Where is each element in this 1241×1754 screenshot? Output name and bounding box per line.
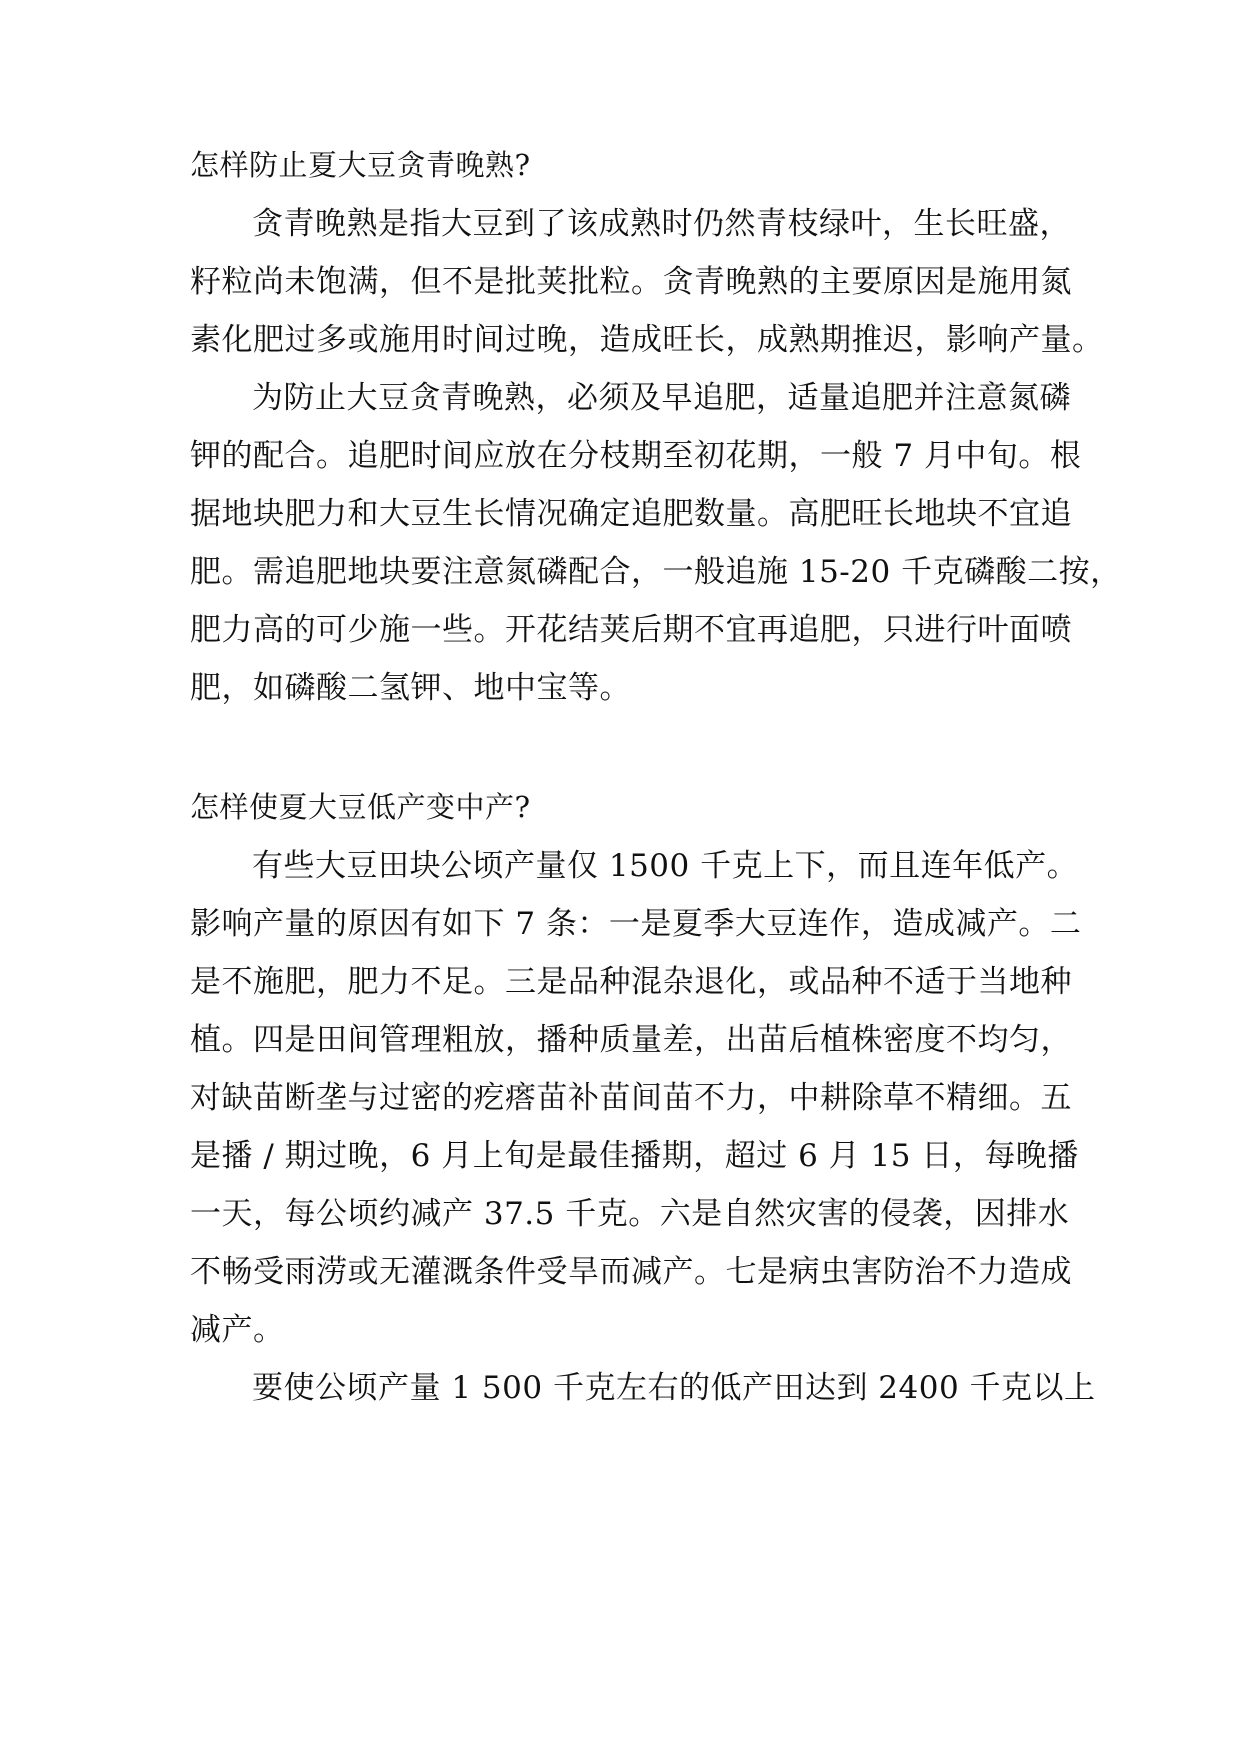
section-title: 怎样使夏大豆低产变中产? [190, 790, 531, 824]
paragraph-line: 肥。需追肥地块要注意氮磷配合，一般追施 15-20 千克磷酸二按， [190, 554, 1122, 590]
paragraph-line: 不畅受雨涝或无灌溉条件受旱而减产。七是病虫害防治不力造成 [190, 1254, 1072, 1290]
paragraph-line: 有些大豆田块公顷产量仅 1500 千克上下，而且连年低产。 [252, 848, 1079, 884]
paragraph-line: 钾的配合。追肥时间应放在分枝期至初花期，一般 7 月中旬。根 [190, 438, 1082, 474]
paragraph-line: 植。四是田间管理粗放，播种质量差，出苗后植株密度不均匀， [190, 1022, 1072, 1058]
paragraph-line: 要使公顷产量 1 500 千克左右的低产田达到 2400 千克以上 [252, 1370, 1096, 1406]
paragraph-line: 减产。 [190, 1312, 285, 1348]
paragraph-line: 籽粒尚未饱满，但不是批荚批粒。贪青晚熟的主要原因是施用氮 [190, 264, 1072, 300]
paragraph-line: 影响产量的原因有如下 7 条：一是夏季大豆连作，造成减产。二 [190, 906, 1082, 942]
paragraph-line: 一天，每公顷约减产 37.5 千克。六是自然灾害的侵袭，因排水 [190, 1196, 1070, 1232]
paragraph-line: 肥，如磷酸二氢钾、地中宝等。 [190, 670, 631, 706]
paragraph-line: 是播 / 期过晚，6 月上旬是最佳播期，超过 6 月 15 日，每晚播 [190, 1138, 1079, 1174]
paragraph-line: 为防止大豆贪青晚熟，必须及早追肥，适量追肥并注意氮磷 [252, 380, 1071, 416]
paragraph-line: 据地块肥力和大豆生长情况确定追肥数量。高肥旺长地块不宜追 [190, 496, 1072, 532]
paragraph-line: 是不施肥，肥力不足。三是品种混杂退化，或品种不适于当地种 [190, 964, 1072, 1000]
paragraph-line: 素化肥过多或施用时间过晚，造成旺长，成熟期推迟，影响产量。 [190, 322, 1104, 358]
paragraph-line: 对缺苗断垄与过密的疙瘩苗补苗间苗不力，中耕除草不精细。五 [190, 1080, 1072, 1116]
section-title: 怎样防止夏大豆贪青晚熟? [190, 148, 531, 182]
paragraph-line: 贪青晚熟是指大豆到了该成熟时仍然青枝绿叶，生长旺盛， [252, 206, 1071, 242]
paragraph-line: 肥力高的可少施一些。开花结荚后期不宜再追肥，只进行叶面喷 [190, 612, 1072, 648]
